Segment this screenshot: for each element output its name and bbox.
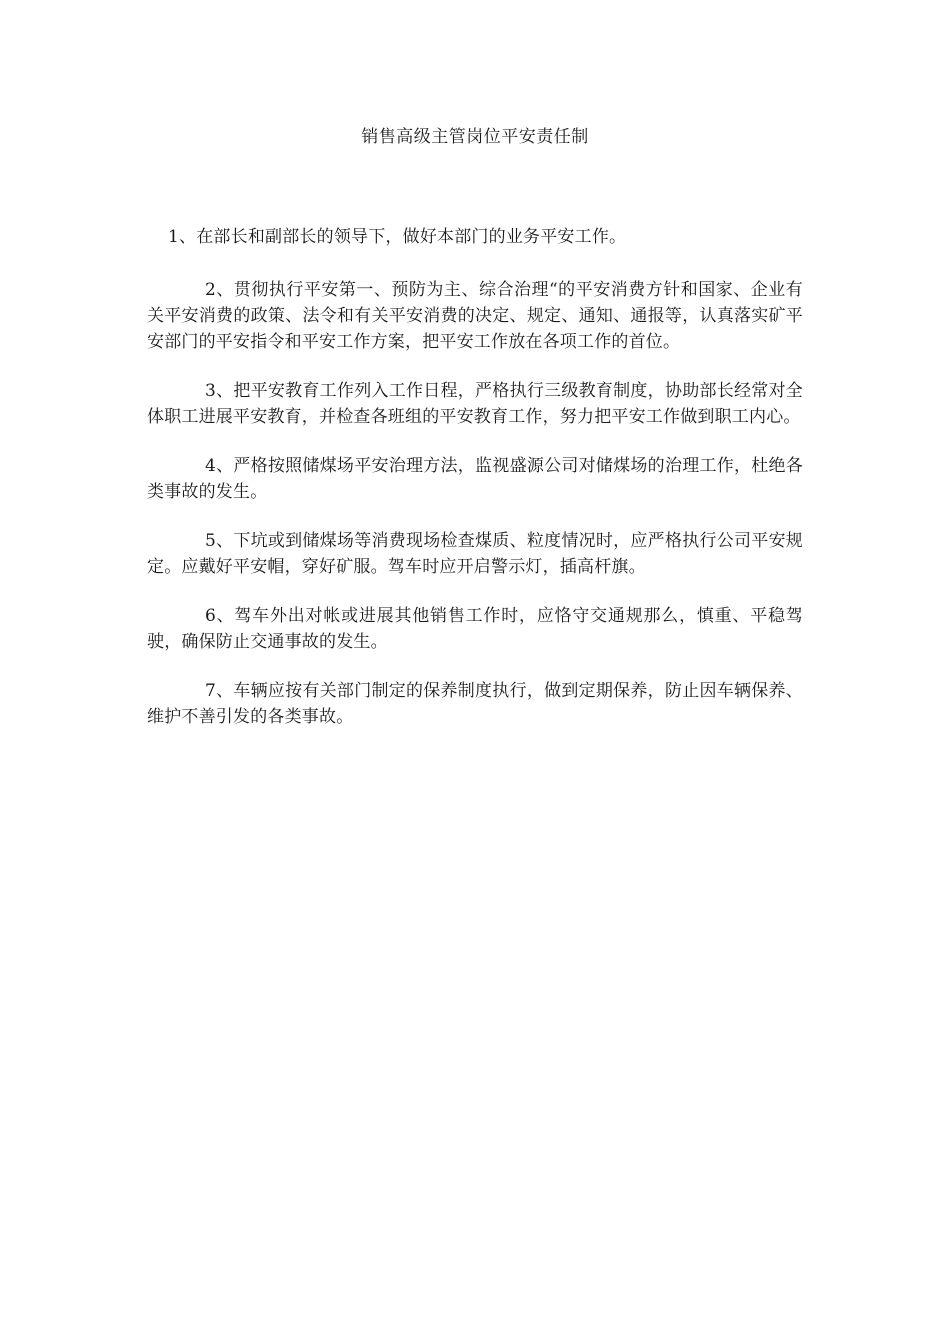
clause-7: 7、车辆应按有关部门制定的保养制度执行，做到定期保养，防止因车辆保养、维护不善引发的各类事故。 [147,681,803,727]
clause-5: 5、下坑或到储煤场等消费现场检查煤质、粒度情况时，应严格执行公司平安规定。应戴好平安帽，穿好矿服。驾车时应开启警示灯，插高杆旗。 [147,531,803,577]
clause-1: 1、在部长和副部长的领导下，做好本部门的业务平安工作。 [168,227,627,247]
clause-3: 3、把平安教育工作列入工作日程，严格执行三级教育制度，协助部长经常对全体职工进展平安教育，并检查各班组的平安教育工作，努力把平安工作做到职工内心。 [147,381,803,427]
clause-2: 2、贯彻执行平安第一、预防为主、综合治理“的平安消费方针和国家、企业有关平安消费的政策、法令和有关平安消费的决定、规定、通知、通报等，认真落实矿平安部门的平安指令和平安工作方案，把平安工作放在各项工作的首位。 [147,280,803,352]
clause-4: 4、严格按照储煤场平安治理方法，监视盛源公司对储煤场的治理工作，杜绝各类事故的发生。 [147,456,803,502]
document-title: 销售高级主管岗位平安责任制 [361,127,589,147]
document-body [147,224,803,753]
clause-6: 6、驾车外出对帐或进展其他销售工作时，应恪守交通规那么，慎重、平稳驾驶，确保防止交通事故的发生。 [147,606,803,652]
